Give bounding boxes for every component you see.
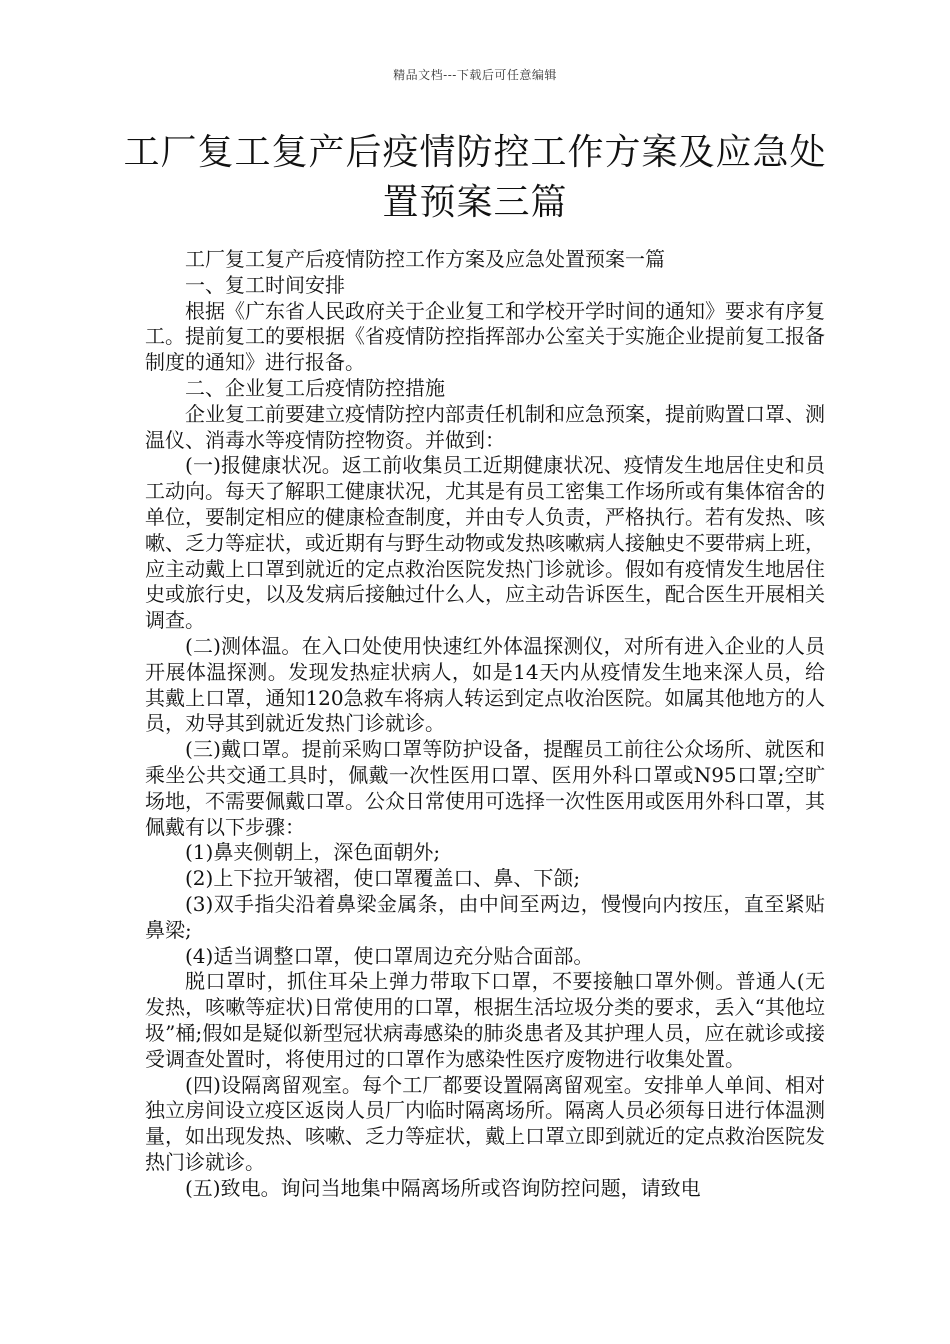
- section-heading: 一、复工时间安排: [185, 272, 345, 297]
- paragraph: 脱口罩时，抓住耳朵上弹力带取下口罩，不要接触口罩外侧。普通人(无发热，咳嗽等症状)日常使用的口罩，根据生活垃圾分类的要求，丢入“其他垃圾”桶;假如是疑似新型冠状病毒感染的肺炎患者及其护理人员，应在就诊或接受调查处置时，将使用过的口罩作为感染性医疗废物进行收集处置。: [145, 969, 825, 1071]
- paragraph: (三)戴口罩。提前采购口罩等防护设备，提醒员工前往公众场所、就医和乘坐公共交通工具时，佩戴一次性医用口罩、医用外科口罩或N95口罩;空旷场地，不需要佩戴口罩。公众日常使用可选择一次性医用或医用外科口罩，其佩戴有以下步骤：: [145, 737, 825, 839]
- document-title: 工厂复工复产后疫情防控工作方案及应急处置预案三篇: [123, 132, 827, 223]
- list-item: (3)双手指尖沿着鼻梁金属条，由中间至两边，慢慢向内按压，直至紧贴鼻梁;: [145, 891, 825, 942]
- paragraph: (四)设隔离留观室。每个工厂都要设置隔离留观室。安排单人单间、相对独立房间设立疫区返岗人员厂内临时隔离场所。隔离人员必须每日进行体温测量，如出现发热、咳嗽、乏力等症状，戴上口罩立即到就近的定点救治医院发热门诊就诊。: [145, 1072, 825, 1174]
- paragraph: (五)致电。询问当地集中隔离场所或咨询防控问题，请致电: [185, 1175, 701, 1200]
- header-note: 精品文档---下载后可任意编辑: [393, 68, 557, 82]
- paragraph: (一)报健康状况。返工前收集员工近期健康状况、疫情发生地居住史和员工动向。每天了解职工健康状况，尤其是有员工密集工作场所或有集体宿舍的单位，要制定相应的健康检查制度，并由专人负责，严格执行。若有发热、咳嗽、乏力等症状，或近期有与野生动物或发热咳嗽病人接触史不要带病上班，应主动戴上口罩到就近的定点救治医院发热门诊就诊。假如有疫情发生地居住史或旅行史，以及发病后接触过什么人，应主动告诉医生，配合医生开展相关调查。: [145, 453, 825, 633]
- paragraph: 企业复工前要建立疫情防控内部责任机制和应急预案，提前购置口罩、测温仪、消毒水等疫情防控物资。并做到：: [145, 401, 825, 452]
- paragraph: 根据《广东省人民政府关于企业复工和学校开学时间的通知》要求有序复工。提前复工的要根据《省疫情防控指挥部办公室关于实施企业提前复工报备制度的通知》进行报备。: [145, 298, 825, 375]
- list-item: (4)适当调整口罩，使口罩周边充分贴合面部。: [185, 943, 594, 968]
- list-item: (2)上下拉开皱褶，使口罩覆盖口、鼻、下颌;: [185, 866, 581, 891]
- paragraph: (二)测体温。在入口处使用快速红外体温探测仪，对所有进入企业的人员开展体温探测。发现发热症状病人，如是14天内从疫情发生地来深人员，给其戴上口罩，通知120急救车将病人转运到定点收治医院。如属其他地方的人员，劝导其到就近发热门诊就诊。: [145, 633, 825, 736]
- list-item: (1)鼻夹侧朝上，深色面朝外;: [185, 840, 441, 865]
- section-heading: 二、企业复工后疫情防控措施: [185, 375, 445, 400]
- document-body: [145, 247, 825, 1201]
- paragraph: 工厂复工复产后疫情防控工作方案及应急处置预案一篇: [185, 247, 665, 271]
